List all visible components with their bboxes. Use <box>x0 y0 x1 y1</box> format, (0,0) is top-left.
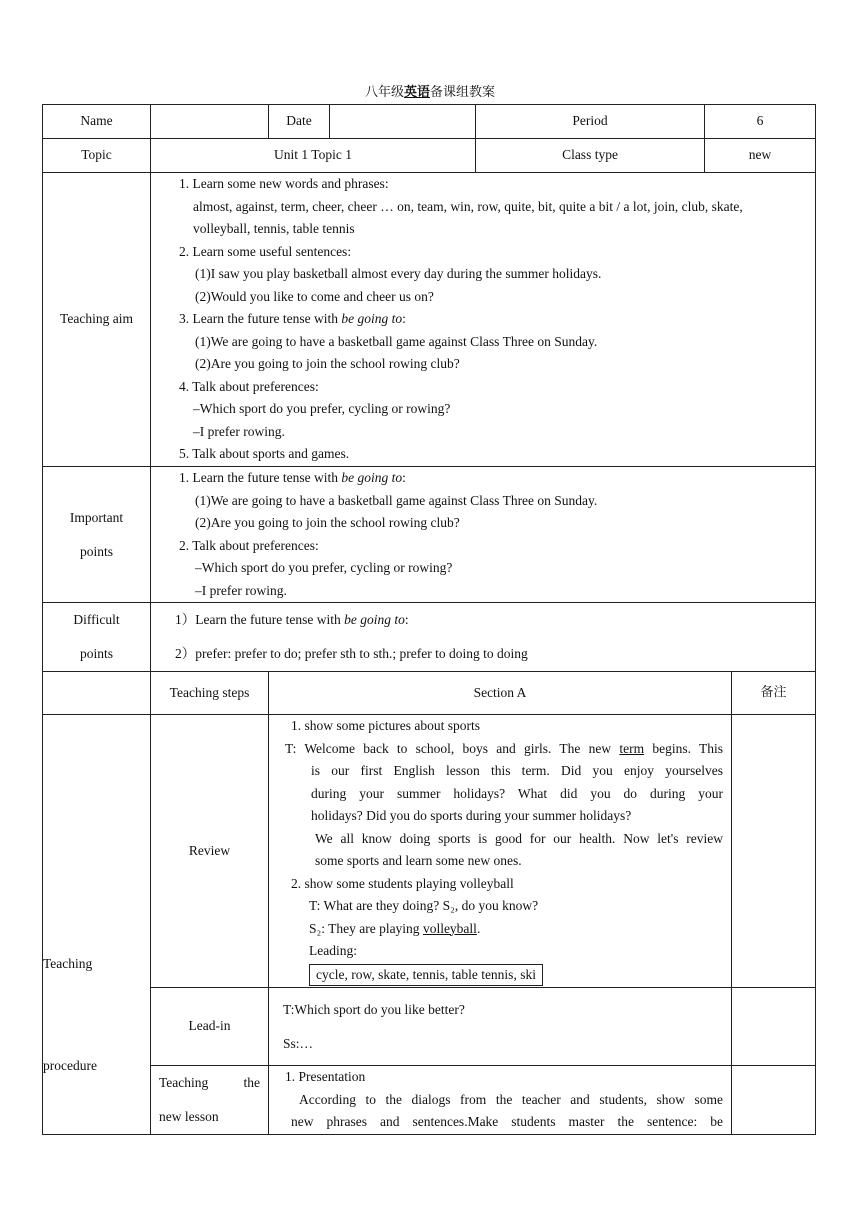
name-value <box>151 105 269 139</box>
class-type-label: Class type <box>476 139 705 173</box>
topic-label: Topic <box>43 139 151 173</box>
section-header: Section A <box>269 672 732 715</box>
difficult-points-content: 1）Learn the future tense with be going to: 2）prefer: prefer to do; prefer sth to sth.; prefer to doing to doing <box>151 603 816 672</box>
period-label: Period <box>476 105 705 139</box>
steps-header-empty <box>43 672 151 715</box>
lead-in-content: T:Which sport do you like better? Ss:… <box>269 988 732 1066</box>
teaching-aim-label: Teaching aim <box>43 173 151 467</box>
lead-in-row <box>43 988 816 1066</box>
important-points-label: Important points <box>43 467 151 603</box>
important-points-content: 1. Learn the future tense with be going to: (1)We are going to have a basketball game against Class Three on Sunday. (2)Are you going to join the school rowing club? 2. Talk about preferences: –Which sport do you prefer, cycling or rowing? –I prefer rowing. <box>151 467 816 603</box>
review-content: 1. show some pictures about sports T: Welcome back to school, boys and girls. The new term begins. This is our first English lesson this term. Did you enjoy yourselves during your summer holidays? What did you do during your holidays? Did you do sports during your summer holidays? We all know doing sports is good for our health. Now let's review some sports and learn some new ones. 2. show some students playing volleyball T: What are they doing? S₂, do you know? S₂: They are playing volleyball. Leading: cycle, row, skate, tennis, table tennis, ski <box>269 715 732 988</box>
notes-header: 备注 <box>732 672 816 715</box>
name-label: Name <box>43 105 151 139</box>
difficult-points-label: Difficult points <box>43 603 151 672</box>
date-label: Date <box>269 105 330 139</box>
lead-in-notes <box>732 988 816 1066</box>
teaching-steps-header: Teaching steps <box>151 672 269 715</box>
new-lesson-notes <box>732 1066 816 1135</box>
class-type-value: new <box>705 139 816 173</box>
new-lesson-content: 1. Presentation According to the dialogs from the teacher and students, show some new phrases and sentences.Make students master the sentence: be <box>269 1066 732 1135</box>
difficult-points-row <box>43 603 816 672</box>
lesson-plan-table <box>42 104 816 1135</box>
review-label: Review <box>151 715 269 988</box>
procedure-label: Teaching procedure <box>43 715 151 1135</box>
date-value <box>330 105 476 139</box>
header-row-name <box>43 105 816 139</box>
steps-header-row <box>43 672 816 715</box>
teaching-aim-content: 1. Learn some new words and phrases: almost, against, term, cheer, cheer … on, team, win, row, quite, bit, quite a bit / a lot, join, club, skate, volleyball, tennis, table tennis 2. Learn some useful sentences: (1)I saw you play basketball almost every day during the summer holidays. (2)Would you like to come and cheer us on? 3. Learn the future tense with be going to: (1)We are going to have a basketball game against Class Three on Sunday. (2)Are you going to join the school rowing club? 4. Talk about preferences: –Which sport do you prefer, cycling or rowing? –I prefer rowing. 5. Talk about sports and games. <box>151 173 816 467</box>
review-row <box>43 715 816 988</box>
review-notes <box>732 715 816 988</box>
page-title: 八年级英语备课组教案 <box>364 85 496 100</box>
topic-value: Unit 1 Topic 1 <box>151 139 476 173</box>
vocabulary-box: cycle, row, skate, tennis, table tennis, ski <box>309 964 543 986</box>
teaching-aim-row <box>43 173 816 467</box>
header-row-topic <box>43 139 816 173</box>
lead-in-label: Lead-in <box>151 988 269 1066</box>
period-value: 6 <box>705 105 816 139</box>
important-points-row <box>43 467 816 603</box>
new-lesson-row <box>43 1066 816 1135</box>
new-lesson-label: Teaching the new lesson <box>151 1066 269 1135</box>
